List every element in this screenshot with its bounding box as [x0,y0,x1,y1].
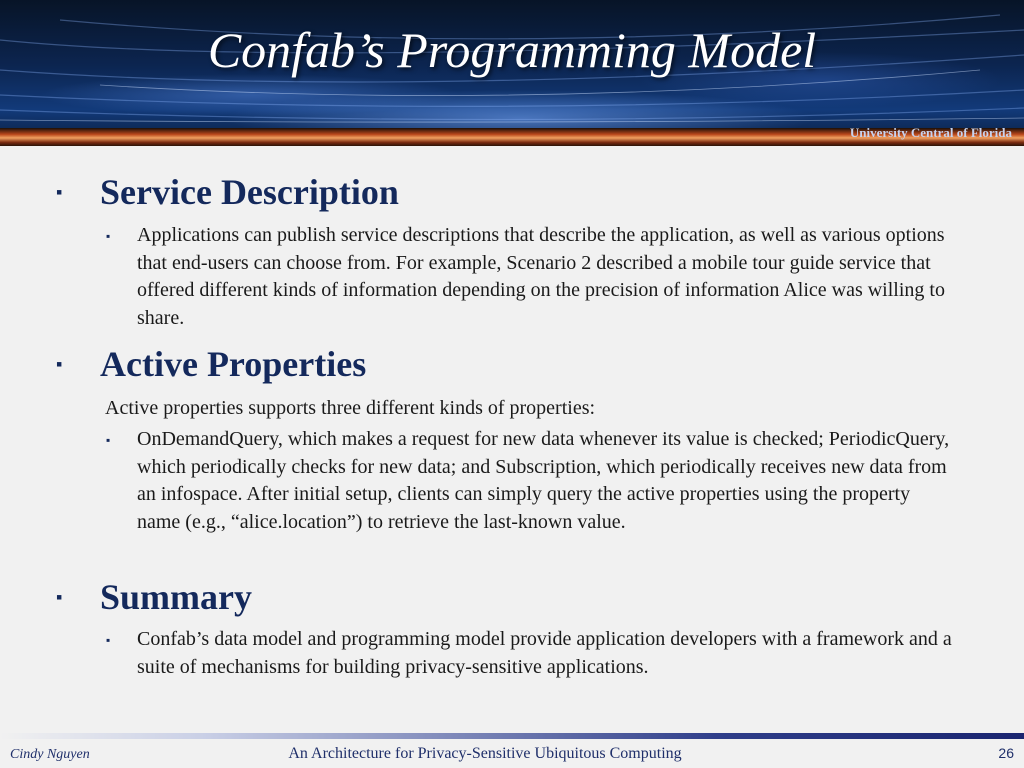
slide-title: Confab’s Programming Model [207,22,817,78]
footer-divider [0,733,1024,739]
section-heading-active-properties: Active Properties [100,344,367,384]
section-paragraph-active-properties: OnDemandQuery, which makes a request for new data whenever its value is checked; PeriodicQuery, which periodically checks for new data; and Subscription, which periodically receives new data from an infospace. After initial setup, clients can simply query the active properties using the property name (e.g., “alice.location”) to retrieve the last-known value. [137,428,950,533]
footer-author: Cindy Nguyen [10,747,90,762]
section-bullet: ▪ [56,182,63,202]
sub-bullet: ▪ [106,633,111,647]
sub-bullet: ▪ [106,433,111,447]
section-paragraph-service-description: Applications can publish service descriptions that describe the application, as well as various options that end-users can choose from. For example, Scenario 2 described a mobile tour guide service that offered different kinds of information depending on the precision of information Alice was willing to share. [137,224,945,329]
section-paragraph-summary: Confab’s data model and programming model provide application developers with a framework and a suite of mechanisms for building privacy-sensitive applications. [137,628,952,678]
section-bullet: ▪ [56,354,63,374]
section-bullet: ▪ [56,587,63,607]
sub-bullet: ▪ [106,229,111,243]
footer-presentation-title: An Architecture for Privacy-Sensitive Ubiquitous Computing [288,745,682,762]
section-heading-service-description: Service Description [100,172,399,212]
organization-label: University Central of Florida [849,125,1012,140]
page-number: 26 [998,745,1014,761]
section-intro-active-properties: Active properties supports three different kinds of properties: [105,397,596,419]
section-heading-summary: Summary [100,577,252,617]
